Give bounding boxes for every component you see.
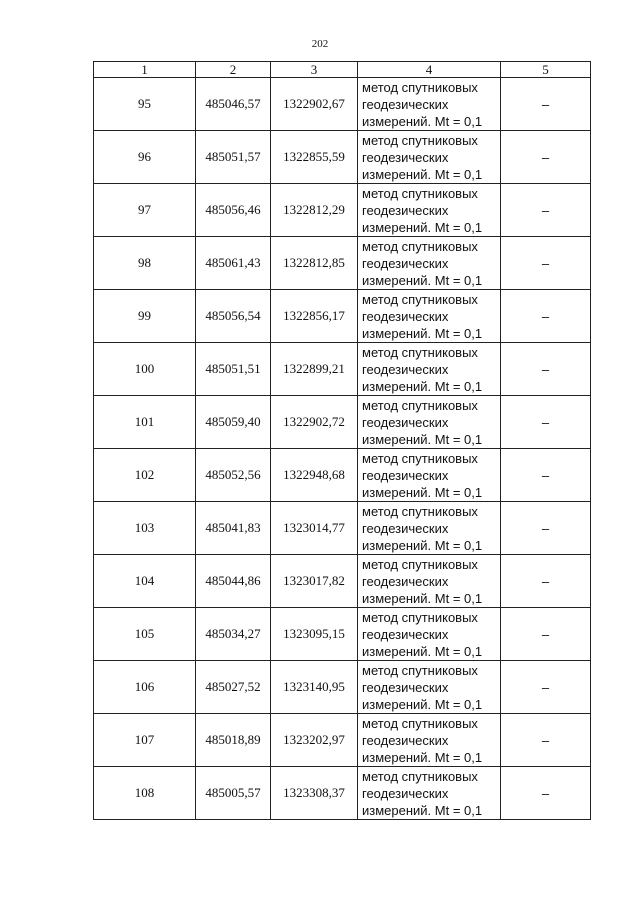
point-number: 101 <box>94 396 196 449</box>
coordinate-x: 485056,46 <box>196 184 271 237</box>
coordinate-y: 1323095,15 <box>271 608 358 661</box>
description: – <box>501 78 591 131</box>
table-header <box>94 62 591 78</box>
measurement-method: метод спутниковых геодезических измерений. Mt = 0,1 <box>358 184 501 237</box>
table-row <box>94 608 591 661</box>
description: – <box>501 767 591 820</box>
measurement-method: метод спутниковых геодезических измерений. Mt = 0,1 <box>358 502 501 555</box>
coordinate-x: 485044,86 <box>196 555 271 608</box>
table-row <box>94 714 591 767</box>
table-body <box>94 78 591 820</box>
column-header-4: 4 <box>358 62 501 78</box>
point-number: 106 <box>94 661 196 714</box>
measurement-method: метод спутниковых геодезических измерений. Mt = 0,1 <box>358 131 501 184</box>
table-row <box>94 237 591 290</box>
point-number: 100 <box>94 343 196 396</box>
description: – <box>501 661 591 714</box>
table-row <box>94 184 591 237</box>
table-row <box>94 555 591 608</box>
coordinate-x: 485059,40 <box>196 396 271 449</box>
coordinate-x: 485027,52 <box>196 661 271 714</box>
point-number: 96 <box>94 131 196 184</box>
description: – <box>501 290 591 343</box>
coordinate-x: 485056,54 <box>196 290 271 343</box>
column-header-3: 3 <box>271 62 358 78</box>
measurement-method: метод спутниковых геодезических измерений. Mt = 0,1 <box>358 608 501 661</box>
coordinate-y: 1322948,68 <box>271 449 358 502</box>
measurement-method: метод спутниковых геодезических измерений. Mt = 0,1 <box>358 449 501 502</box>
point-number: 98 <box>94 237 196 290</box>
measurement-method: метод спутниковых геодезических измерений. Mt = 0,1 <box>358 661 501 714</box>
coordinate-y: 1322902,72 <box>271 396 358 449</box>
table-row <box>94 767 591 820</box>
coordinate-x: 485061,43 <box>196 237 271 290</box>
coordinate-y: 1323014,77 <box>271 502 358 555</box>
description: – <box>501 502 591 555</box>
coordinate-y: 1322855,59 <box>271 131 358 184</box>
point-number: 105 <box>94 608 196 661</box>
description: – <box>501 184 591 237</box>
description: – <box>501 714 591 767</box>
coordinates-table <box>93 61 591 820</box>
table-row <box>94 343 591 396</box>
point-number: 99 <box>94 290 196 343</box>
coordinate-x: 485005,57 <box>196 767 271 820</box>
description: – <box>501 343 591 396</box>
table-row <box>94 290 591 343</box>
table-row <box>94 661 591 714</box>
coordinate-x: 485051,57 <box>196 131 271 184</box>
coordinate-x: 485034,27 <box>196 608 271 661</box>
page-number: 202 <box>311 38 329 50</box>
table-row <box>94 78 591 131</box>
measurement-method: метод спутниковых геодезических измерений. Mt = 0,1 <box>358 714 501 767</box>
coordinate-y: 1323202,97 <box>271 714 358 767</box>
description: – <box>501 396 591 449</box>
header-row <box>94 62 591 78</box>
measurement-method: метод спутниковых геодезических измерений. Mt = 0,1 <box>358 343 501 396</box>
description: – <box>501 608 591 661</box>
coordinate-x: 485046,57 <box>196 78 271 131</box>
coordinate-y: 1322856,17 <box>271 290 358 343</box>
coordinate-y: 1323308,37 <box>271 767 358 820</box>
coordinate-y: 1323017,82 <box>271 555 358 608</box>
coordinate-x: 485018,89 <box>196 714 271 767</box>
coordinate-y: 1323140,95 <box>271 661 358 714</box>
point-number: 108 <box>94 767 196 820</box>
point-number: 107 <box>94 714 196 767</box>
description: – <box>501 131 591 184</box>
point-number: 97 <box>94 184 196 237</box>
table-row <box>94 131 591 184</box>
coordinate-x: 485051,51 <box>196 343 271 396</box>
column-header-2: 2 <box>196 62 271 78</box>
point-number: 102 <box>94 449 196 502</box>
point-number: 95 <box>94 78 196 131</box>
coordinate-y: 1322812,29 <box>271 184 358 237</box>
description: – <box>501 237 591 290</box>
column-header-1: 1 <box>94 62 196 78</box>
point-number: 103 <box>94 502 196 555</box>
table-row <box>94 449 591 502</box>
coordinate-x: 485052,56 <box>196 449 271 502</box>
measurement-method: метод спутниковых геодезических измерений. Mt = 0,1 <box>358 555 501 608</box>
point-number: 104 <box>94 555 196 608</box>
table-row <box>94 396 591 449</box>
coordinate-x: 485041,83 <box>196 502 271 555</box>
measurement-method: метод спутниковых геодезических измерений. Mt = 0,1 <box>358 78 501 131</box>
measurement-method: метод спутниковых геодезических измерений. Mt = 0,1 <box>358 290 501 343</box>
description: – <box>501 449 591 502</box>
coordinate-y: 1322812,85 <box>271 237 358 290</box>
table-row <box>94 502 591 555</box>
coordinate-y: 1322902,67 <box>271 78 358 131</box>
description: – <box>501 555 591 608</box>
coordinate-y: 1322899,21 <box>271 343 358 396</box>
column-header-5: 5 <box>501 62 591 78</box>
measurement-method: метод спутниковых геодезических измерений. Mt = 0,1 <box>358 396 501 449</box>
measurement-method: метод спутниковых геодезических измерений. Mt = 0,1 <box>358 767 501 820</box>
measurement-method: метод спутниковых геодезических измерений. Mt = 0,1 <box>358 237 501 290</box>
